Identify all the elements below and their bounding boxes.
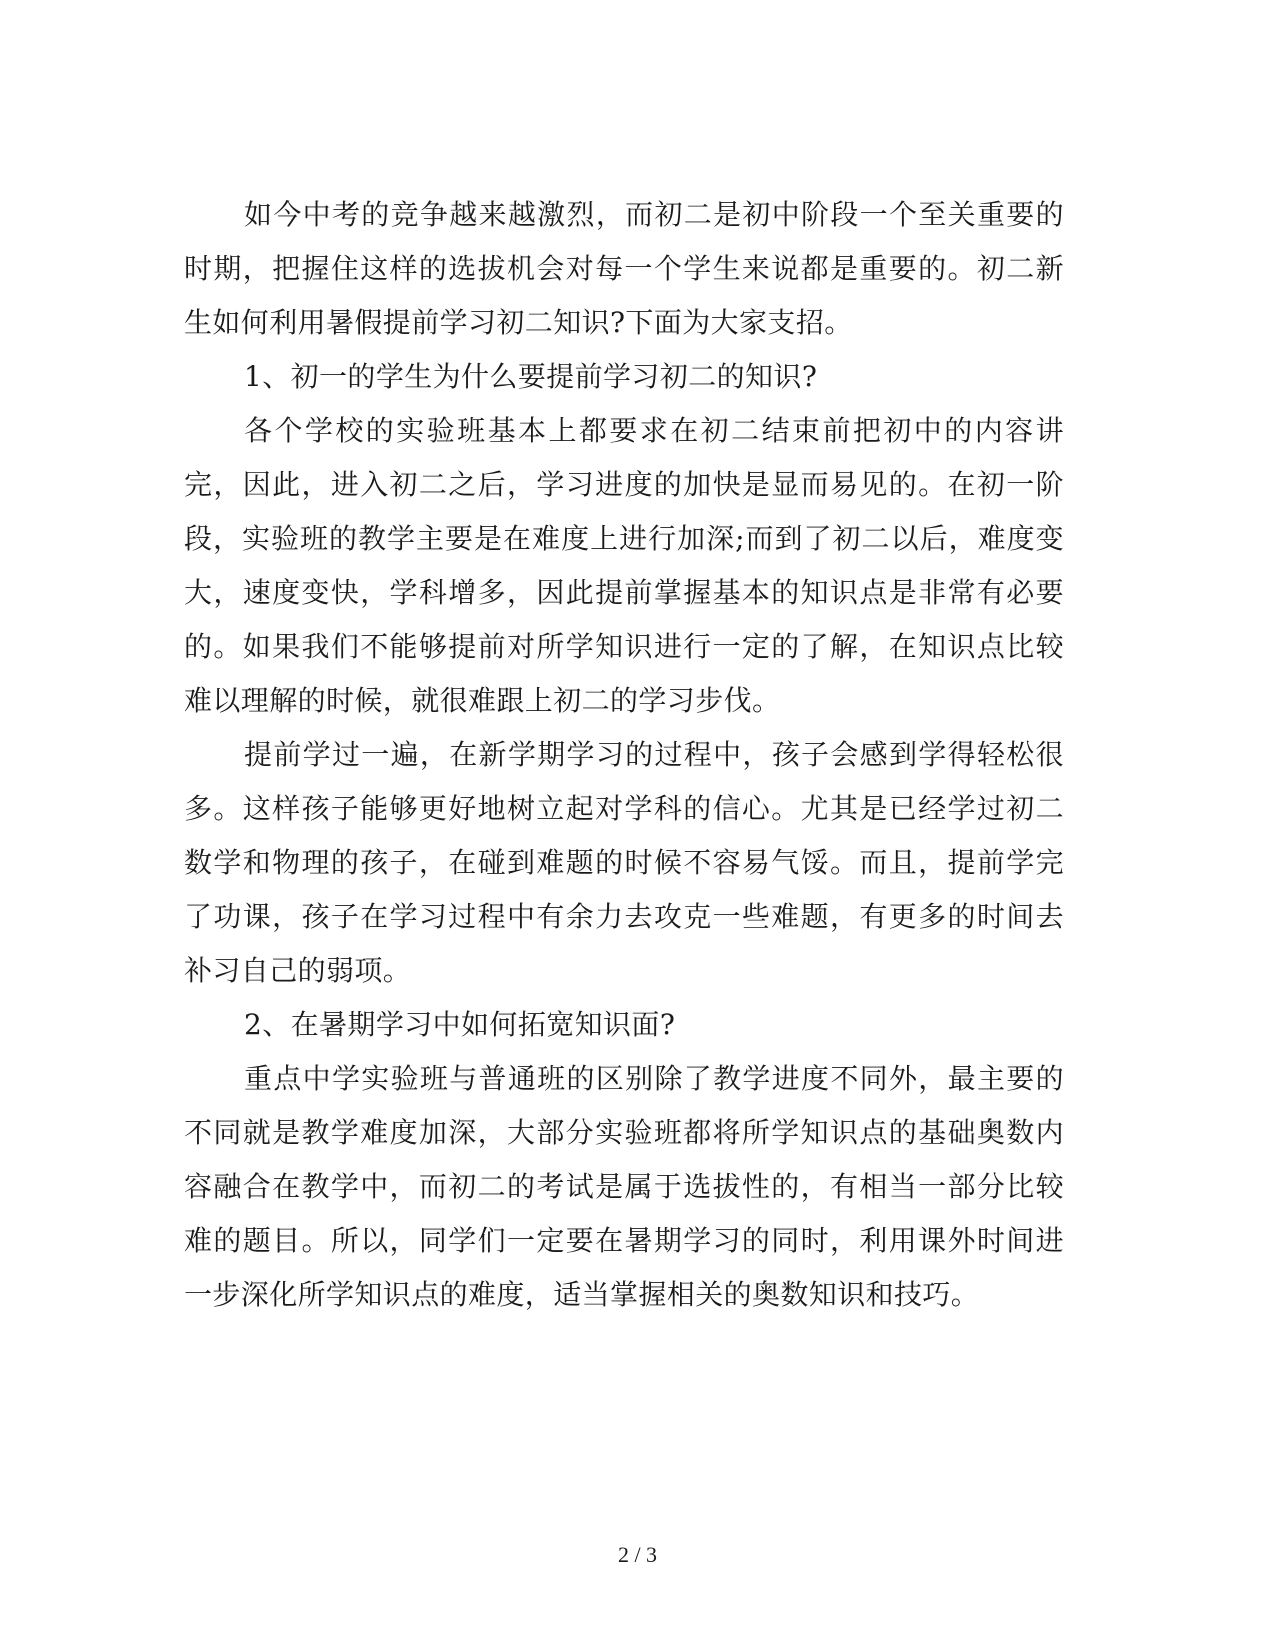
answer-2-paragraph: 重点中学实验班与普通班的区别除了教学进度不同外，最主要的不同就是教学难度加深，大部分实验班都将所学知识点的基础奥数内容融合在教学中，而初二的考试是属于选拔性的，有相当一部分比较难的题目。所以，同学们一定要在暑期学习的同时，利用课外时间进一步深化所学知识点的难度，适当掌握相关的奥数知识和技巧。 — [184, 1062, 1064, 1311]
answer-1-paragraph-2: 提前学过一遍，在新学期学习的过程中，孩子会感到学得轻松很多。这样孩子能够更好地树立起对学科的信心。尤其是已经学过初二数学和物理的孩子，在碰到难题的时候不容易气馁。而且，提前学完了功课，孩子在学习过程中有余力去攻克一些难题，有更多的时间去补习自己的弱项。 — [184, 738, 1064, 987]
page-number: 2 / 3 — [617, 1542, 658, 1567]
answer-1-paragraph: 各个学校的实验班基本上都要求在初二结束前把初中的内容讲完，因此，进入初二之后，学习进度的加快是显而易见的。在初一阶段，实验班的教学主要是在难度上进行加深;而到了初二以后，难度变大，速度变快，学科增多，因此提前掌握基本的知识点是非常有必要的。如果我们不能够提前对所学知识进行一定的了解，在知识点比较难以理解的时候，就很难跟上初二的学习步伐。 — [184, 414, 1064, 717]
question-1-heading: 1、初一的学生为什么要提前学习初二的知识? — [244, 360, 818, 393]
intro-paragraph: 如今中考的竞争越来越激烈，而初二是初中阶段一个至关重要的时期，把握住这样的选拔机会对每一个学生来说都是重要的。初二新生如何利用暑假提前学习初二知识?下面为大家支招。 — [184, 198, 1064, 339]
document-body — [184, 188, 1064, 1322]
question-2-heading: 2、在暑期学习中如何拓宽知识面? — [244, 1008, 676, 1041]
